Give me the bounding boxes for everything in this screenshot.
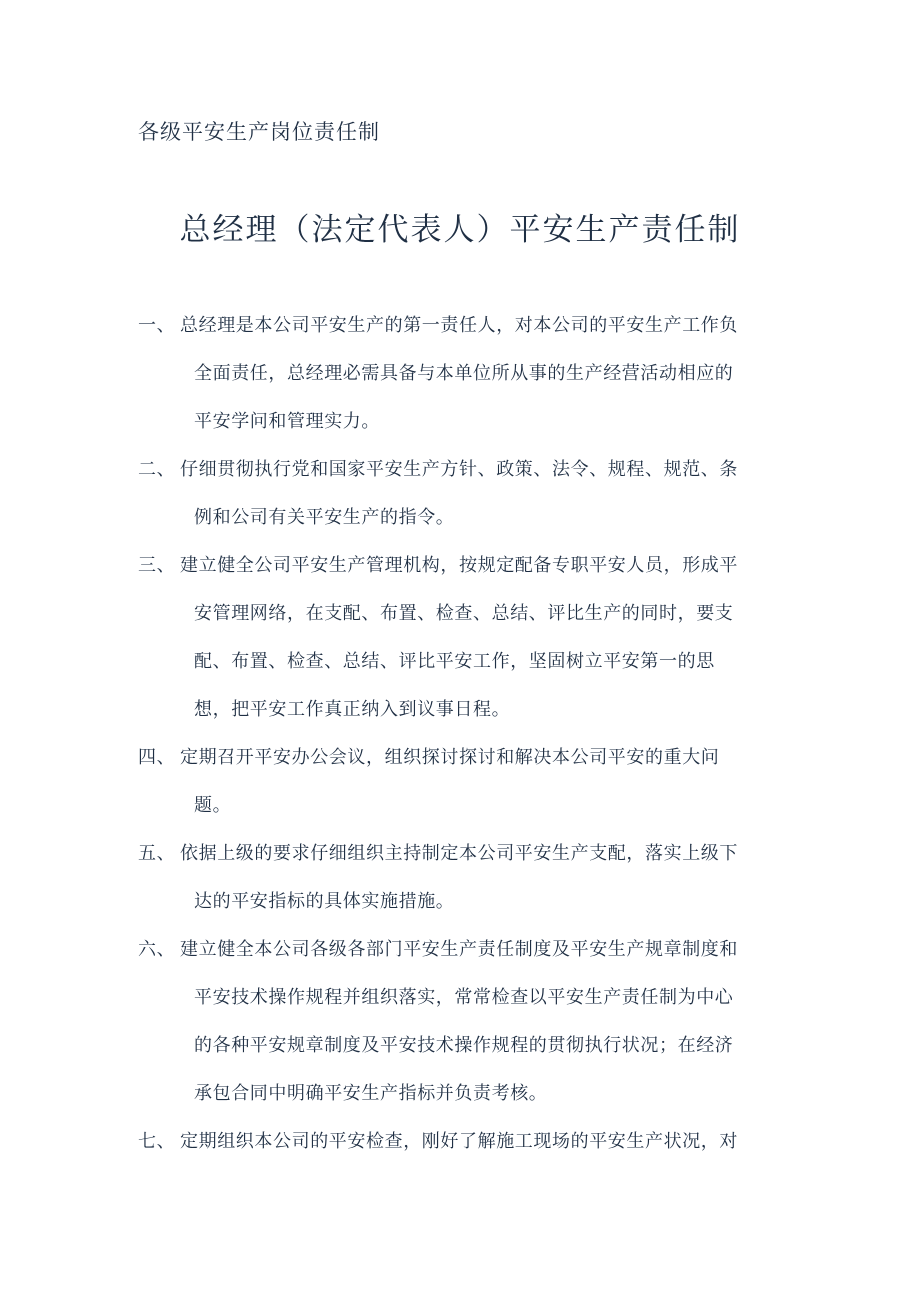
- item-text-line: 配、布置、检查、总结、评比平安工作，坚固树立平安第一的思: [194, 651, 715, 672]
- responsibility-item: [138, 734, 786, 830]
- item-text-line: 仔细贯彻执行党和国家平安生产方针、政策、法令、规程、规范、条: [180, 459, 738, 480]
- item-text-line: 定期召开平安办公会议，组织探讨探讨和解决本公司平安的重大问: [180, 747, 720, 768]
- item-number: 三、: [138, 555, 176, 576]
- item-text-line: 想，把平安工作真正纳入到议事日程。: [194, 699, 511, 720]
- responsibility-item: [138, 446, 786, 542]
- document-heading: 各级平安生产岗位责任制: [138, 120, 380, 144]
- item-text-line: 的各种平安规章制度及平安技术操作规程的贯彻执行状况；在经济: [194, 1035, 734, 1056]
- item-text-line: 平安学问和管理实力。: [194, 411, 380, 432]
- responsibility-list: [138, 302, 786, 1166]
- item-text-line: 定期组织本公司的平安检查，刚好了解施工现场的平安生产状况，对: [180, 1131, 738, 1152]
- item-text-line: 依据上级的要求仔细组织主持制定本公司平安生产支配，落实上级下: [180, 843, 738, 864]
- responsibility-item: [138, 830, 786, 926]
- document-title: 总经理（法定代表人）平安生产责任制: [179, 212, 741, 248]
- item-number: 七、: [138, 1131, 176, 1152]
- item-number: 一、: [138, 315, 176, 336]
- item-text-line: 达的平安指标的具体实施措施。: [194, 891, 455, 912]
- responsibility-item: [138, 542, 786, 734]
- item-text-line: 例和公司有关平安生产的指令。: [194, 507, 455, 528]
- responsibility-item: [138, 302, 786, 446]
- item-text-line: 安管理网络，在支配、布置、检查、总结、评比生产的同时，要支: [194, 603, 734, 624]
- item-number: 五、: [138, 843, 176, 864]
- item-text-line: 全面责任，总经理必需具备与本单位所从事的生产经营活动相应的: [194, 363, 734, 384]
- item-text-line: 总经理是本公司平安生产的第一责任人，对本公司的平安生产工作负: [180, 315, 738, 336]
- item-number: 四、: [138, 747, 176, 768]
- responsibility-item: [138, 926, 786, 1118]
- item-text-line: 平安技术操作规程并组织落实，常常检查以平安生产责任制为中心: [194, 987, 734, 1008]
- item-text-line: 题。: [194, 795, 232, 816]
- item-number: 二、: [138, 459, 176, 480]
- item-number: 六、: [138, 939, 176, 960]
- responsibility-item: [138, 1118, 786, 1166]
- item-text-line: 建立健全公司平安生产管理机构，按规定配备专职平安人员，形成平: [180, 555, 738, 576]
- item-text-line: 承包合同中明确平安生产指标并负责考核。: [194, 1083, 548, 1104]
- item-text-line: 建立健全本公司各级各部门平安生产责任制度及平安生产规章制度和: [180, 939, 738, 960]
